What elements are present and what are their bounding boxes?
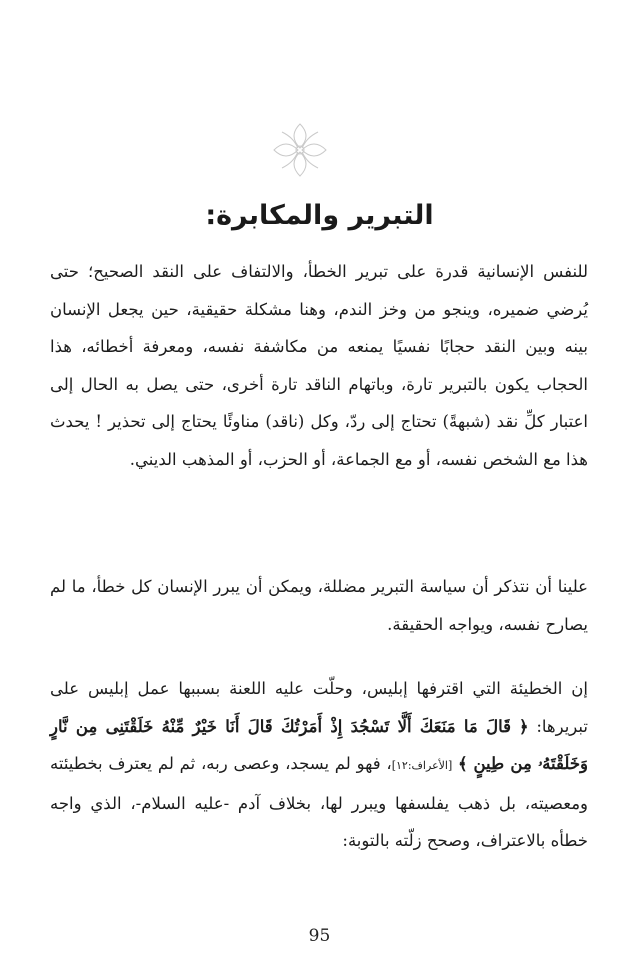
paragraph-3-rest: ، فهو لم يسجد، وعصى ربه، ثم لم يعترف بخطيئته ومعصيته، بل ذهب يفلسفها ويبرر لها، بخلاف آدم -عليه السلام-، الذي واجه خطأه بالاعتراف، وصحح زلّته بالتوبة:: [50, 754, 588, 850]
ornament-icon: [268, 118, 332, 182]
section-title: التبرير والمكابرة:: [205, 200, 434, 231]
paragraph-3: [50, 670, 588, 860]
paragraph-2: علينا أن نتذكر أن سياسة التبرير مضللة، ويمكن أن يبرر الإنسان كل خطأ، ما لم يصارح نفسه، ويواجه الحقيقة.: [50, 577, 588, 634]
page-number: 95: [308, 926, 331, 946]
quran-verse: قَالَ مَا مَنَعَكَ أَلَّا تَسْجُدَ إِذْ أَمَرْتُكَ قَالَ أَنَا خَيْرٌ مِّنْهُ خَلَقْتَنِى مِن نَّارٍ وَخَلَقْتَهُۥ مِن طِينٍ: [50, 716, 589, 773]
quran-reference: [الأعراف:١٢]: [391, 759, 453, 772]
quran-open-bracket: ﴿: [518, 716, 529, 736]
paragraph-3-intro: إن الخطيئة التي اقترفها إبليس، وحلّت عليه اللعنة بسببها عمل إبليس على تبريرها:: [50, 679, 588, 736]
quran-close-bracket: ﴾: [458, 754, 468, 773]
paragraph-1: للنفس الإنسانية قدرة على تبرير الخطأ، والالتفاف على النقد الصحيح؛ حتى يُرضي ضميره، وينجو من وخز الندم، وهنا مشكلة حقيقية، حين يجعل الإنسان بينه وبين النقد حجابًا نفسيًا يمنعه من مكاشفة نفسه، ومعرفة أخطائه، هذا الحجاب يكون بالتبرير تارة، وباتهام الناقد تارة أخرى، حتى يصل به الحال إلى اعتبار كلِّ نقد (شبهةً) تحتاج إلى ردّ، وكل (ناقد) مناوئًا يحتاج إلى تحذير ! يحدث هذا مع الشخص نفسه، أو مع الجماعة، أو الحزب، أو المذهب الديني.: [50, 262, 588, 469]
